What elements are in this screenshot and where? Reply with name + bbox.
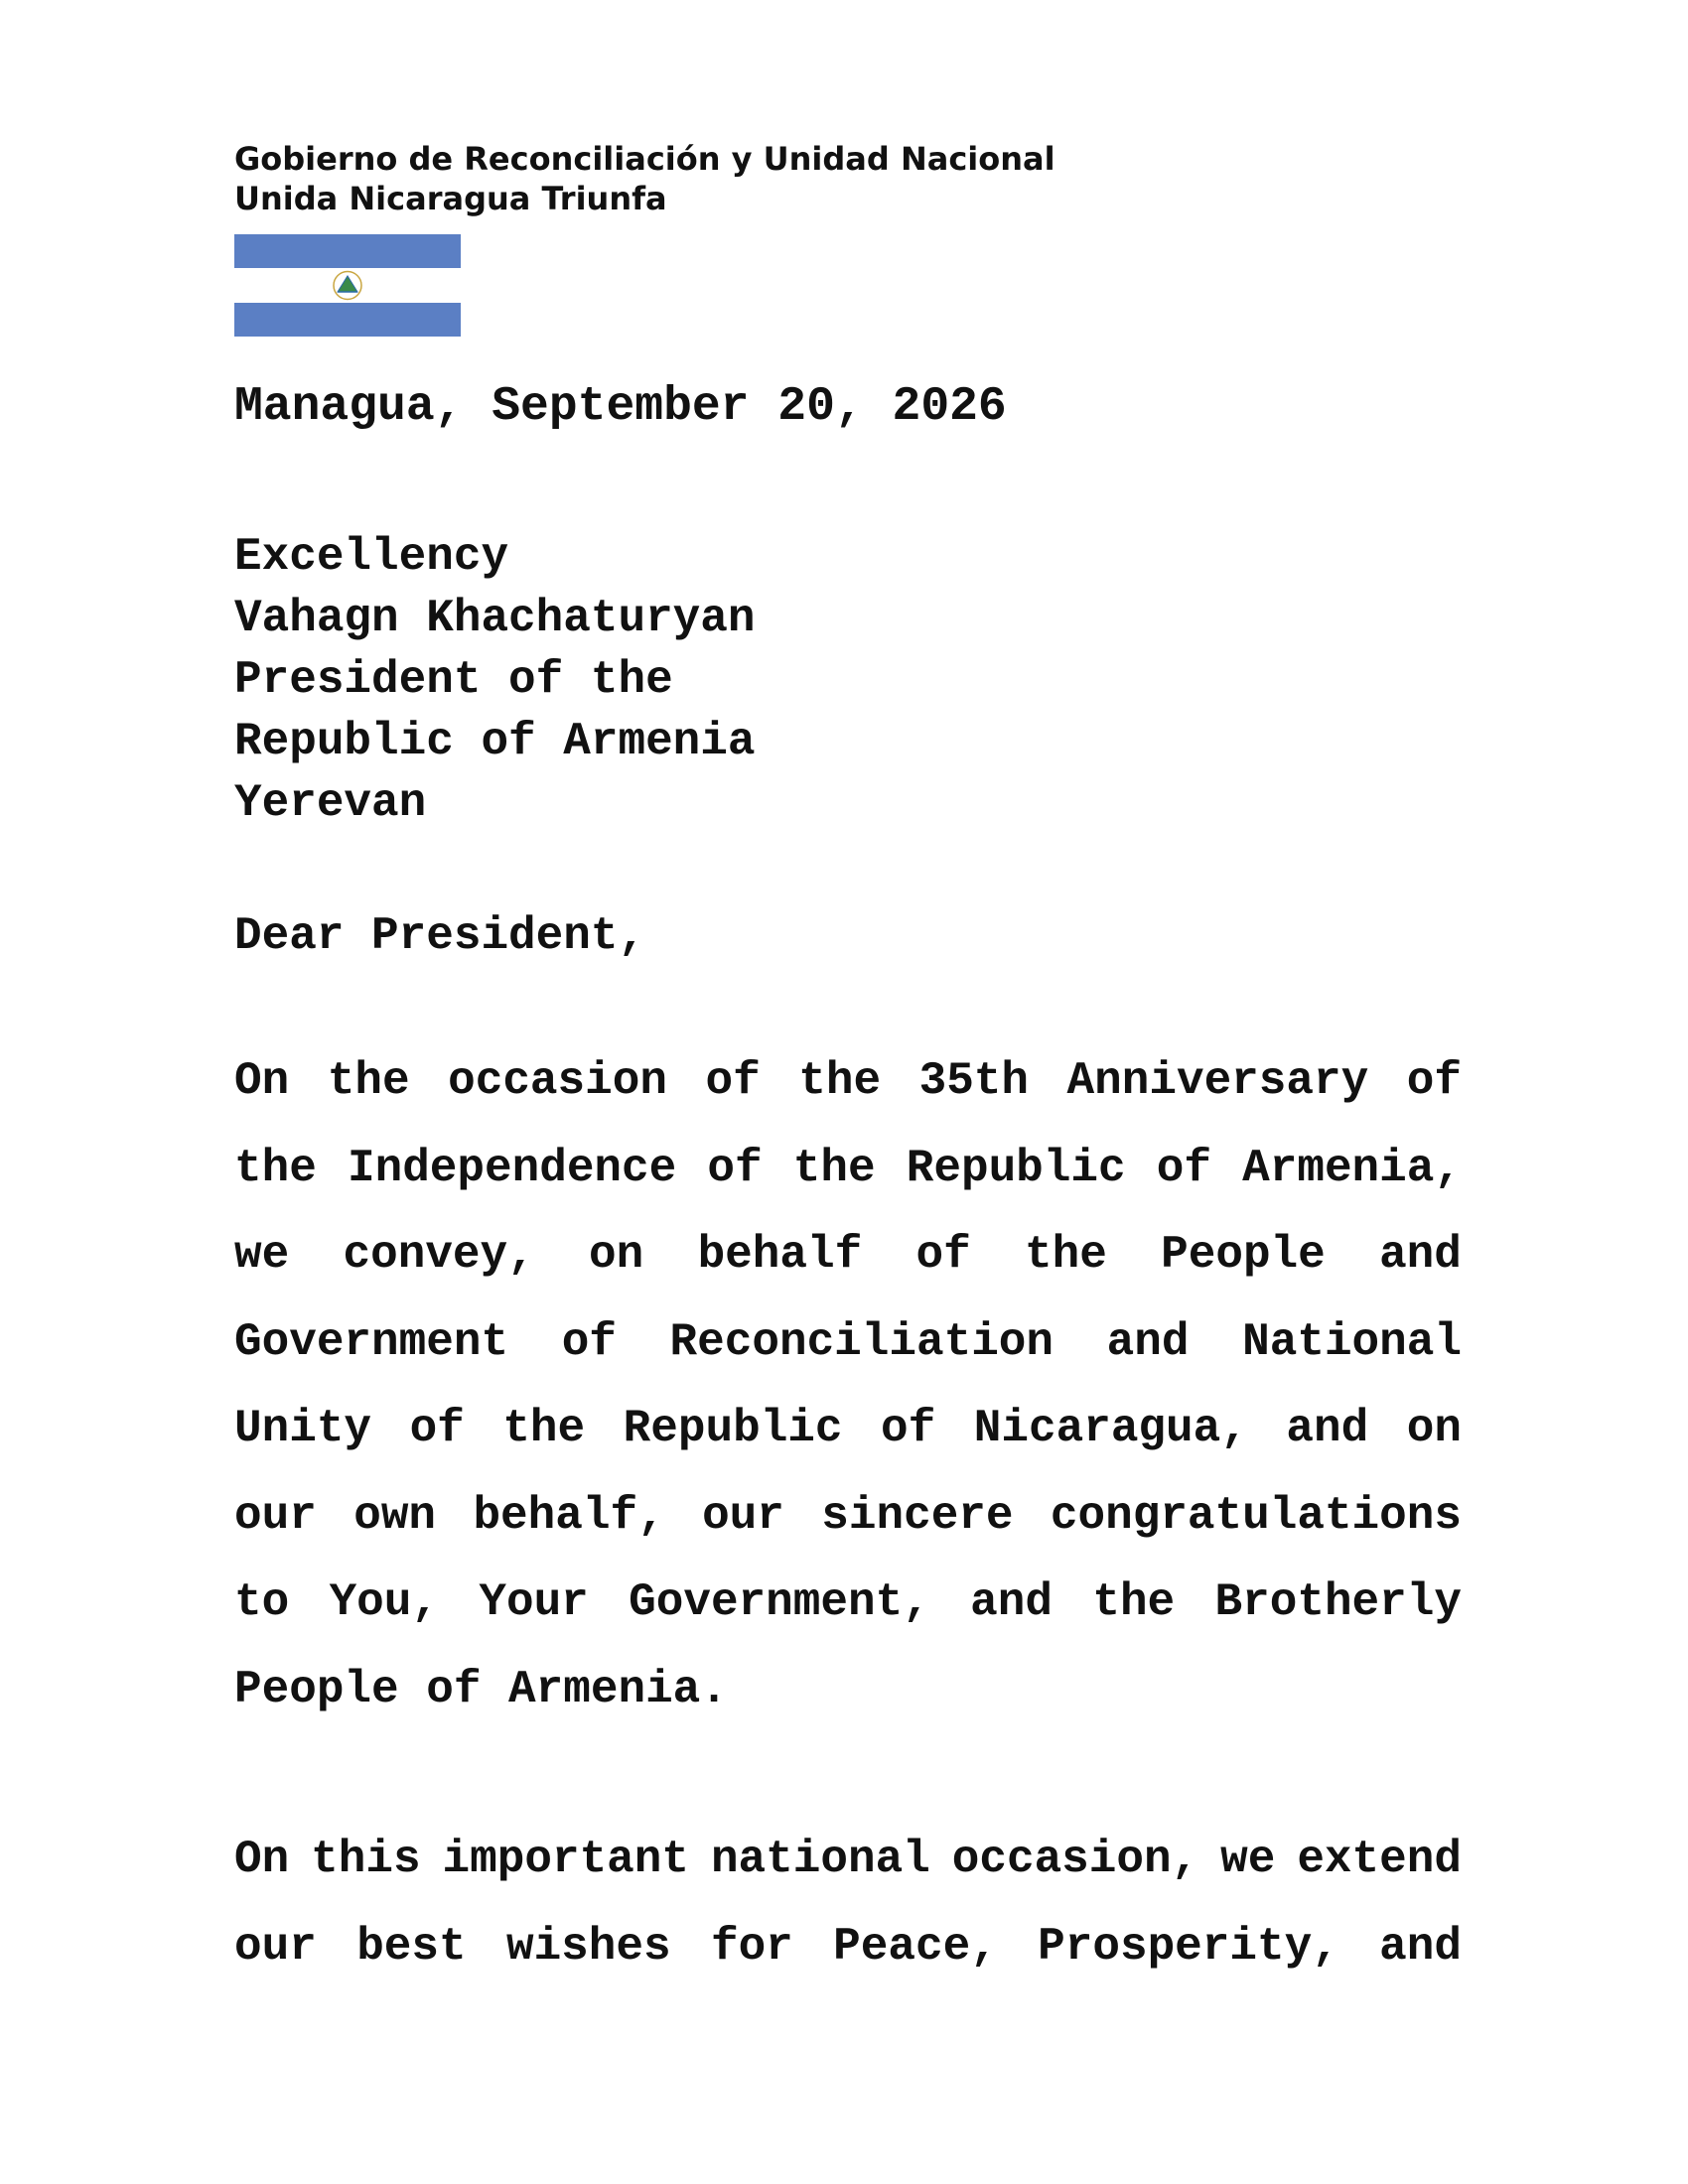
word: and — [1286, 1403, 1369, 1454]
paragraph-line — [234, 1299, 1462, 1387]
word: wishes — [505, 1920, 671, 1973]
word: Anniversary — [1066, 1055, 1369, 1107]
word: for — [710, 1920, 793, 1973]
word: of — [705, 1055, 761, 1107]
word: this — [311, 1834, 421, 1885]
word: occasion — [448, 1055, 667, 1107]
word: sincere — [821, 1489, 1014, 1542]
word: and — [970, 1576, 1053, 1628]
recipient-name: Vahagn Khachaturyan — [234, 593, 756, 644]
word: we — [1220, 1834, 1276, 1885]
word: 35th — [918, 1055, 1030, 1107]
word: Reconciliation — [669, 1315, 1055, 1368]
word: own — [353, 1489, 437, 1542]
word: behalf — [697, 1229, 863, 1281]
word: of — [881, 1403, 936, 1454]
word: Independence — [347, 1142, 677, 1194]
letter-date: Managua, September 20, 2026 — [234, 380, 1007, 434]
word: Government — [234, 1315, 509, 1368]
word: Your — [479, 1576, 589, 1628]
word: On — [234, 1055, 290, 1107]
word: our — [702, 1489, 784, 1542]
word: People — [234, 1663, 399, 1715]
word: extend — [1297, 1834, 1462, 1885]
word: Republic — [906, 1142, 1126, 1194]
letterhead-government-name: Gobierno de Reconciliación y Unidad Nacional — [234, 140, 1055, 178]
word: Government, — [629, 1576, 930, 1628]
word: of — [1406, 1055, 1462, 1107]
word: Republic — [623, 1403, 843, 1454]
word: National — [1242, 1315, 1462, 1368]
salutation: Dear President, — [234, 910, 646, 962]
word: and — [1379, 1920, 1462, 1973]
body-paragraph-1 — [234, 1038, 1462, 1733]
word: best — [356, 1920, 467, 1973]
word: our — [234, 1920, 317, 1973]
word: and — [1106, 1315, 1190, 1368]
word: of — [561, 1315, 617, 1368]
recipient-title: Excellency — [234, 531, 509, 583]
word: Brotherly — [1214, 1576, 1462, 1628]
body-paragraph-2 — [234, 1817, 1462, 1990]
word: on — [589, 1229, 644, 1281]
word: of — [1156, 1142, 1211, 1194]
recipient-position: President of the — [234, 654, 673, 706]
word: Nicaragua, — [973, 1403, 1248, 1454]
word: the — [792, 1142, 876, 1194]
recipient-address — [234, 526, 756, 834]
word: our — [234, 1489, 317, 1542]
nicaragua-flag-icon — [234, 234, 461, 337]
word: of — [409, 1403, 465, 1454]
word: behalf, — [473, 1489, 665, 1542]
word: we — [234, 1229, 290, 1281]
word: Prosperity, — [1038, 1920, 1339, 1973]
word: of — [707, 1142, 763, 1194]
word: of — [915, 1229, 971, 1281]
word: the — [327, 1055, 410, 1107]
paragraph-line — [234, 1904, 1462, 1991]
word: of — [426, 1663, 482, 1715]
word: Unity — [234, 1403, 372, 1454]
paragraph-line — [234, 1473, 1462, 1561]
paragraph-line — [234, 1038, 1462, 1126]
paragraph-line — [234, 1817, 1462, 1904]
word: You, — [329, 1576, 439, 1628]
word: Peace, — [833, 1920, 998, 1973]
word: occasion, — [951, 1834, 1199, 1885]
paragraph-line — [234, 1560, 1462, 1647]
word: convey, — [343, 1229, 535, 1281]
word: on — [1406, 1403, 1462, 1454]
paragraph-line — [234, 1212, 1462, 1299]
word: to — [234, 1576, 290, 1628]
paragraph-line — [234, 1647, 1462, 1734]
word: Armenia. — [508, 1663, 728, 1715]
word: the — [234, 1142, 317, 1194]
word: On — [234, 1834, 290, 1885]
word: the — [502, 1403, 586, 1454]
word: the — [798, 1055, 882, 1107]
paragraph-line — [234, 1126, 1462, 1213]
word: national — [710, 1834, 930, 1885]
word: Armenia, — [1242, 1142, 1462, 1194]
word: People — [1161, 1229, 1326, 1281]
word: the — [1025, 1229, 1107, 1281]
word: important — [442, 1834, 689, 1885]
recipient-city: Yerevan — [234, 777, 427, 829]
letterhead-slogan: Unida Nicaragua Triunfa — [234, 180, 667, 217]
letterhead — [234, 139, 1055, 218]
paragraph-line — [234, 1386, 1462, 1473]
word: congratulations — [1050, 1489, 1462, 1542]
recipient-country: Republic of Armenia — [234, 716, 756, 767]
word: the — [1092, 1576, 1176, 1628]
word: and — [1379, 1229, 1462, 1281]
